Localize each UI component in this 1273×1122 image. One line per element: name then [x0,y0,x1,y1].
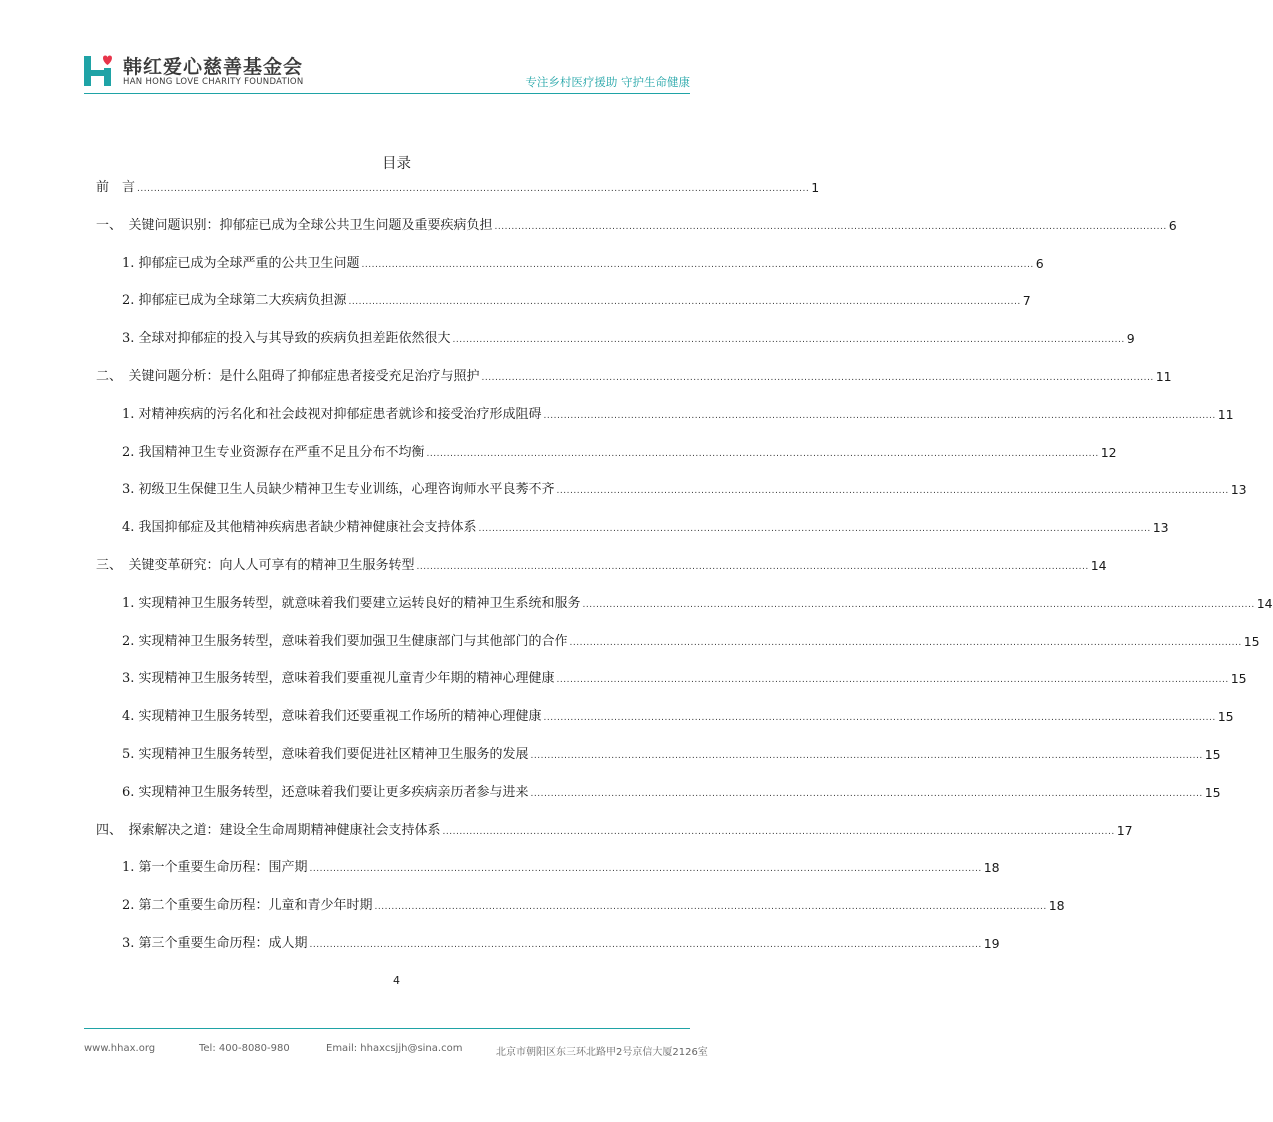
toc-entry[interactable] [122,663,1247,687]
toc-entry-label: 5. 实现精神卫生服务转型，意味着我们要促进社区精神卫生服务的发展 [122,747,529,762]
toc-entry-label: 2. 第二个重要生命历程：儿童和青少年时期 [122,898,373,913]
footer-email[interactable]: Email: hhaxcsjjh@sina.com [326,1043,463,1054]
toc-dot-leader: ........................................................................................................................................................................................................ [543,411,1216,421]
footer-divider [84,1028,690,1029]
toc-entry-label: 1. 实现精神卫生服务转型，就意味着我们要建立运转良好的精神卫生系统和服务 [122,596,581,611]
header-divider [84,93,690,94]
toc-entry-label: 二、 关键问题分析：是什么阻碍了抑郁症患者接受充足治疗与照护 [96,369,480,384]
toc-entry[interactable] [122,248,1044,272]
toc-entry-page: 14 [1090,558,1107,573]
toc-entry[interactable] [96,815,1133,839]
toc-dot-leader: ........................................................................................................................................................................................................ [556,486,1229,496]
toc-dot-leader: ........................................................................................................................................................................................................ [530,751,1203,761]
toc-entry-page: 15 [1217,709,1234,724]
toc-entry-label: 2. 抑郁症已成为全球第二大疾病负担源 [122,293,347,308]
toc-entry[interactable] [122,890,1065,914]
toc-entry-page: 18 [1048,898,1065,913]
toc-entry-page: 15 [1243,634,1260,649]
toc-entry-label: 3. 全球对抑郁症的投入与其导致的疾病负担差距依然很大 [122,331,451,346]
toc-dot-leader: ........................................................................................................................................................................................................ [137,184,810,194]
toc-entry-page: 17 [1116,823,1133,838]
toc-entry-page: 12 [1100,445,1117,460]
footer-tel: Tel: 400-8080-980 [199,1043,290,1054]
toc-dot-leader: ........................................................................................................................................................................................................ [582,600,1255,610]
toc-entry-page: 6 [1035,256,1044,271]
toc-entry-page: 19 [983,936,1000,951]
toc-dot-leader: ........................................................................................................................................................................................................ [426,449,1099,459]
toc-entry-label: 1. 抑郁症已成为全球严重的公共卫生问题 [122,256,360,271]
foundation-name-cn: 韩红爱心慈善基金会 [123,56,304,78]
footer-website[interactable]: www.hhax.org [84,1043,156,1054]
toc-title: 目录 [382,156,411,172]
toc-entry[interactable] [96,550,1107,574]
toc-entry-label: 3. 实现精神卫生服务转型，意味着我们要重视儿童青少年期的精神心理健康 [122,671,555,686]
toc-entry-page: 9 [1126,331,1135,346]
toc-entry-label: 1. 对精神疾病的污名化和社会歧视对抑郁症患者就诊和接受治疗形成阻碍 [122,407,542,422]
toc-dot-leader: ........................................................................................................................................................................................................ [309,940,982,950]
toc-dot-leader: ........................................................................................................................................................................................................ [416,562,1089,572]
toc-dot-leader: ........................................................................................................................................................................................................ [494,222,1167,232]
toc-entry-page: 11 [1217,407,1234,422]
toc-entry-page: 7 [1022,293,1031,308]
toc-entry[interactable] [122,512,1169,536]
toc-entry-page: 18 [983,860,1000,875]
toc-dot-leader: ........................................................................................................................................................................................................ [530,789,1203,799]
toc-entry-page: 13 [1152,520,1169,535]
toc-entry-label: 前 言 [96,180,136,195]
toc-dot-leader: ........................................................................................................................................................................................................ [442,827,1115,837]
toc-entry-label: 6. 实现精神卫生服务转型，还意味着我们要让更多疾病亲历者参与进来 [122,785,529,800]
toc-entry-label: 3. 初级卫生保健卫生人员缺少精神卫生专业训练，心理咨询师水平良莠不齐 [122,482,555,497]
toc-dot-leader: ........................................................................................................................................................................................................ [569,638,1242,648]
toc-entry[interactable] [122,626,1260,650]
toc-entry[interactable] [122,852,1000,876]
toc-entry-label: 3. 第三个重要生命历程：成人期 [122,936,308,951]
toc-entry[interactable] [122,588,1273,612]
toc-entry-page: 1 [811,180,820,195]
toc-dot-leader: ........................................................................................................................................................................................................ [374,902,1047,912]
toc-entry[interactable] [122,285,1031,309]
h-heart-logo-icon [84,54,118,88]
header-slogan: 专注乡村医疗援助 守护生命健康 [525,75,690,89]
toc-entry-page: 15 [1230,671,1247,686]
toc-entry[interactable] [96,210,1177,234]
toc-entry[interactable] [122,928,1000,952]
toc-entry[interactable] [96,172,820,196]
toc-dot-leader: ........................................................................................................................................................................................................ [478,524,1151,534]
page-number: 4 [393,974,400,987]
toc-entry[interactable] [122,739,1221,763]
toc-entry-label: 4. 我国抑郁症及其他精神疾病患者缺少精神健康社会支持体系 [122,520,477,535]
toc-entry-page: 6 [1168,218,1177,233]
toc-entry-page: 15 [1204,747,1221,762]
page-header [0,0,793,92]
toc-dot-leader: ........................................................................................................................................................................................................ [348,297,1021,307]
toc-entry-label: 四、 探索解决之道：建设全生命周期精神健康社会支持体系 [96,823,441,838]
toc-entry-label: 2. 实现精神卫生服务转型，意味着我们要加强卫生健康部门与其他部门的合作 [122,634,568,649]
toc-entry-page: 13 [1230,482,1247,497]
toc-dot-leader: ........................................................................................................................................................................................................ [543,713,1216,723]
toc-entry-label: 2. 我国精神卫生专业资源存在严重不足且分布不均衡 [122,445,425,460]
toc-entry[interactable] [96,361,1172,385]
toc-dot-leader: ........................................................................................................................................................................................................ [361,260,1034,270]
toc-entry-label: 1. 第一个重要生命历程：围产期 [122,860,308,875]
toc-entry-page: 14 [1256,596,1273,611]
toc-entry[interactable] [122,437,1117,461]
toc-entry-page: 15 [1204,785,1221,800]
toc-dot-leader: ........................................................................................................................................................................................................ [481,373,1154,383]
toc-dot-leader: ........................................................................................................................................................................................................ [309,864,982,874]
toc-entry[interactable] [122,323,1135,347]
toc-dot-leader: ........................................................................................................................................................................................................ [556,675,1229,685]
footer-address: 北京市朝阳区东三环北路甲2号京信大厦2126室 [496,1047,708,1058]
toc-entry[interactable] [122,777,1221,801]
toc-entry-label: 一、 关键问题识别：抑郁症已成为全球公共卫生问题及重要疾病负担 [96,218,493,233]
toc-entry[interactable] [122,474,1247,498]
foundation-name-en: HAN HONG LOVE CHARITY FOUNDATION [123,77,304,87]
toc-entry-label: 4. 实现精神卫生服务转型，意味着我们还要重视工作场所的精神心理健康 [122,709,542,724]
toc-entry-page: 11 [1155,369,1172,384]
toc-entry[interactable] [122,701,1234,725]
toc-entry[interactable] [122,399,1234,423]
toc-dot-leader: ........................................................................................................................................................................................................ [452,335,1125,345]
toc-entry-label: 三、 关键变革研究：向人人可享有的精神卫生服务转型 [96,558,415,573]
